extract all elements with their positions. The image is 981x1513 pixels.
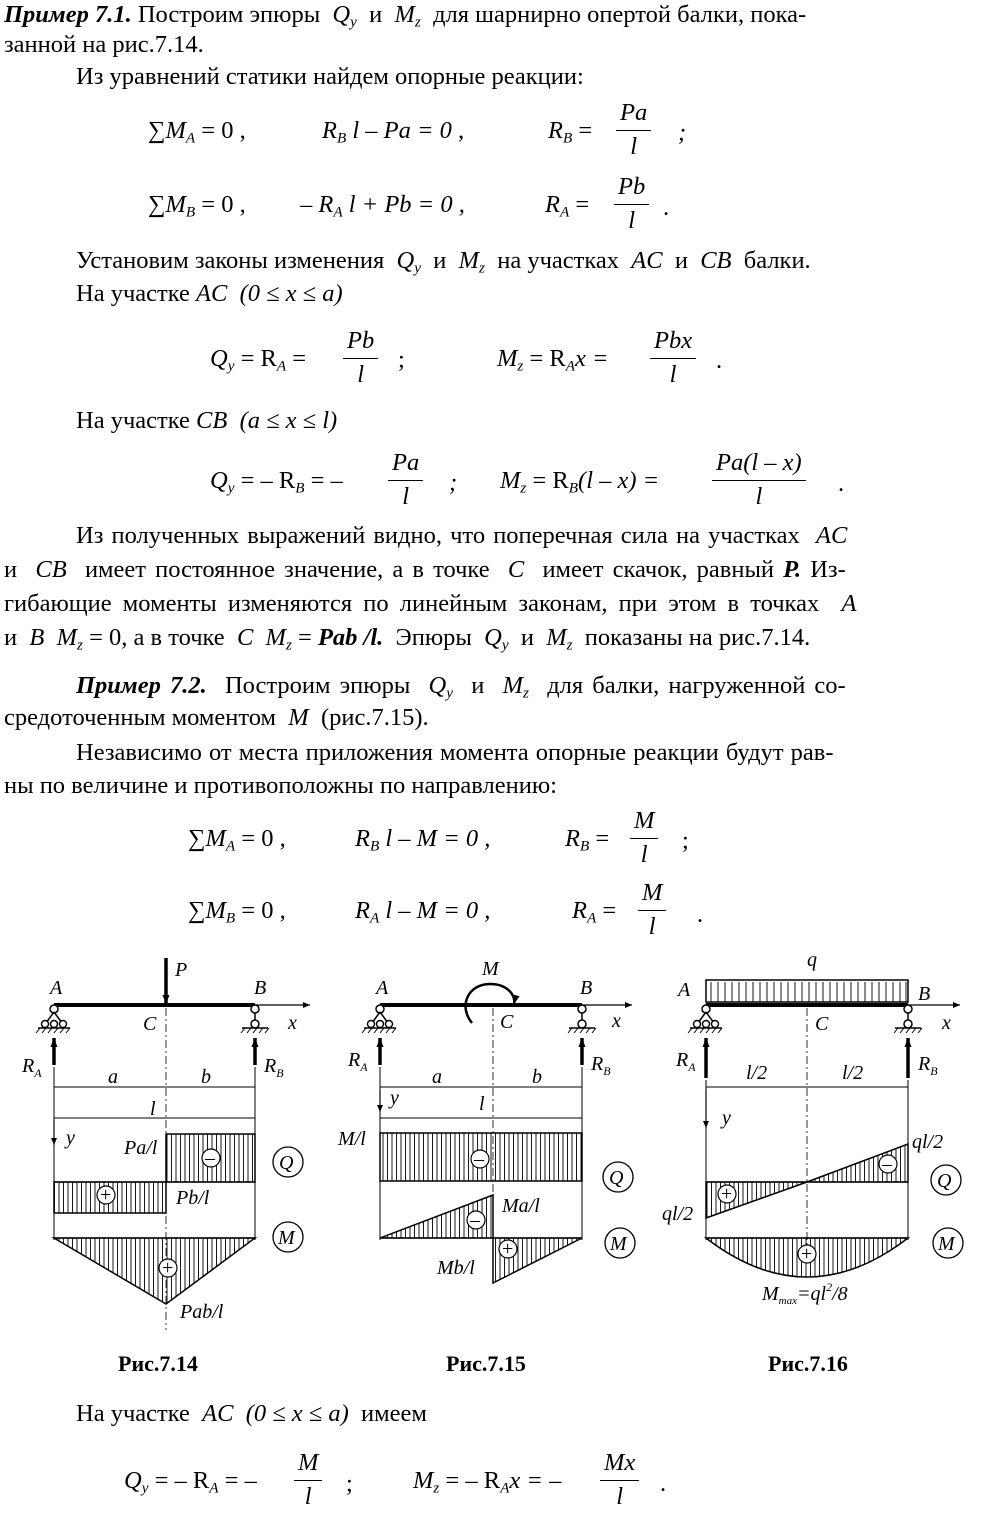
label-y: y xyxy=(390,1087,399,1109)
ex1-q-ac: $Q_y = R_A$ = xyxy=(210,345,307,375)
ex1-eq-a-res: $R_B$ = xyxy=(548,117,593,147)
label-RB xyxy=(263,1055,284,1080)
sym: y xyxy=(414,259,421,277)
plus-text-m: + xyxy=(502,1238,514,1260)
frac-den: l xyxy=(630,133,638,160)
sym: z xyxy=(414,13,421,31)
sub: z xyxy=(517,357,524,375)
ex2-after-line xyxy=(76,1399,427,1429)
sub: z xyxy=(433,1479,440,1497)
sym: M xyxy=(546,624,567,651)
ex1-eq-a-semi: ; xyxy=(678,119,687,146)
text: и xyxy=(520,624,534,651)
eq-text: = 0 , xyxy=(201,117,246,144)
distributed-load-arrows xyxy=(711,982,906,1002)
frac-den: l xyxy=(755,483,763,510)
eq-text: = – R xyxy=(154,1467,210,1494)
sym: Q xyxy=(124,1467,142,1494)
label-x: x xyxy=(288,1012,297,1034)
eq-text: = R xyxy=(532,467,569,494)
eq-text: l – M = 0 , xyxy=(379,825,491,852)
text: Установим законы изменения xyxy=(76,247,385,274)
m-label-mbl: Mb/l xyxy=(437,1257,475,1279)
eq-text: x = xyxy=(575,345,609,372)
roller-support xyxy=(568,1005,596,1033)
RA-sub: A xyxy=(688,1060,696,1074)
sym: y xyxy=(350,13,357,31)
RA: R xyxy=(348,1049,361,1071)
frac-den: l xyxy=(628,207,636,234)
frac-den: l xyxy=(669,361,677,388)
sub: z xyxy=(285,636,292,654)
ex2-eq-b-res: $R_A$ = xyxy=(572,897,617,927)
ex1-line6 xyxy=(76,406,337,436)
ex1-q-ac-semi: ; xyxy=(398,346,405,373)
text: и xyxy=(471,672,485,699)
RA-sub: A xyxy=(34,1066,42,1080)
label-A: A xyxy=(678,979,691,1001)
ex2-eq-a-frac xyxy=(630,806,658,871)
eq-text: = – R xyxy=(445,1467,501,1494)
text: для балки, нагруженной со- xyxy=(547,672,846,699)
sym: M xyxy=(500,467,521,494)
frac-den: l xyxy=(640,841,648,868)
label-RA xyxy=(347,1049,368,1074)
sym: M xyxy=(394,1,415,28)
eq-text: R xyxy=(355,897,370,924)
text: имеет скачок, равный xyxy=(542,556,775,583)
sub: B xyxy=(225,909,236,927)
sub: A xyxy=(209,1479,219,1497)
minus-text: – xyxy=(882,1153,892,1175)
frac-num: Mx xyxy=(600,1448,639,1481)
ex2-q-semi: ; xyxy=(346,1470,353,1497)
ex1-text: и xyxy=(369,1,383,28)
figures-panel xyxy=(0,940,981,1360)
ex2-eq-a xyxy=(188,824,286,854)
figure-7-16 xyxy=(662,949,963,1307)
text: гибающие моменты изменяются по линейным законам, при этом в точках xyxy=(4,590,820,617)
label-B: B xyxy=(918,983,931,1005)
frac-num: Pb xyxy=(343,326,378,359)
sub: z xyxy=(566,636,573,654)
label-C: C xyxy=(815,1013,829,1035)
text: (0 ≤ x ≤ a) xyxy=(245,1400,349,1427)
m-label-mal: Ma/l xyxy=(502,1195,540,1217)
sub: B xyxy=(579,837,590,855)
frac-num: Pbx xyxy=(650,326,696,359)
text: Из- xyxy=(810,556,846,583)
text: AC xyxy=(202,1400,234,1427)
sym: Q xyxy=(210,345,228,372)
ex1-line5 xyxy=(76,279,343,309)
text: CB xyxy=(196,407,228,434)
text: AC xyxy=(631,247,663,274)
dim-b: b xyxy=(201,1066,211,1088)
m-label-pab: Pab/l xyxy=(180,1301,224,1323)
label-RB xyxy=(590,1053,611,1078)
m-max-label xyxy=(761,1280,848,1307)
dim-l2-right: l/2 xyxy=(842,1062,864,1084)
sub: y xyxy=(227,479,235,497)
RB: R xyxy=(591,1053,604,1075)
dim-a: a xyxy=(108,1066,118,1088)
plus-text: + xyxy=(721,1183,733,1205)
dim-l: l xyxy=(150,1098,156,1120)
label-P: P xyxy=(175,959,188,981)
sub: A xyxy=(500,1479,510,1497)
sub: A xyxy=(333,203,343,221)
RB-sub: B xyxy=(603,1064,611,1078)
RB-sub: B xyxy=(276,1066,284,1080)
text: средоточенным моментом xyxy=(4,704,277,731)
ex2-eq-b-expr xyxy=(355,896,490,926)
label-M: M xyxy=(482,958,499,980)
text: На участке xyxy=(76,407,190,434)
ex2-line2 xyxy=(4,703,429,733)
text: и xyxy=(4,624,18,651)
text: C xyxy=(236,624,254,651)
eq-text: = – xyxy=(310,467,343,494)
eq-text: = – R xyxy=(240,467,296,494)
minus-text: – xyxy=(205,1147,215,1169)
text: Из полученных выражений видно, что поперечная сила на участках xyxy=(76,522,800,549)
sub: y xyxy=(446,684,453,702)
figure-7-14 xyxy=(21,958,310,1330)
frac-den: l xyxy=(402,483,410,510)
sub: z xyxy=(523,684,529,702)
pin-support xyxy=(362,1005,396,1033)
frac-den: l xyxy=(616,1483,624,1510)
q-badge-text: Q xyxy=(937,1170,952,1192)
pin-support xyxy=(36,1005,70,1033)
eq-text: R xyxy=(572,897,587,924)
dim-l2-left: l/2 xyxy=(746,1062,768,1084)
eq-text: = 0 , xyxy=(241,897,286,924)
eq-text: R xyxy=(355,825,370,852)
text: M xyxy=(288,704,309,731)
caption-7-14: Рис.7.14 xyxy=(118,1351,198,1376)
label-y: y xyxy=(66,1127,75,1149)
ex2-q xyxy=(124,1466,257,1496)
q-badge-text: Q xyxy=(609,1167,624,1189)
q-label-pb: Pb/l xyxy=(176,1187,210,1209)
eq-text: R xyxy=(548,117,563,144)
ex1-m-ac xyxy=(497,344,609,374)
RB: R xyxy=(918,1053,931,1075)
ex1-par1 xyxy=(76,521,847,551)
ex1-q-ac-frac xyxy=(343,326,378,391)
sub: y xyxy=(501,636,509,654)
RA: R xyxy=(676,1049,689,1071)
text: A xyxy=(841,590,857,617)
minus-text: – xyxy=(474,1148,484,1170)
ex2-eq-a-expr xyxy=(355,824,490,854)
ex2-eq-a-res: $R_B$ = xyxy=(565,825,610,855)
ex1-par4 xyxy=(4,623,810,653)
plus-text: + xyxy=(100,1184,112,1206)
eq-text: = R xyxy=(529,345,566,372)
label-x: x xyxy=(942,1012,951,1034)
sym: z xyxy=(479,259,485,277)
ex1-eq-b-res: $R_A$ = xyxy=(545,191,590,221)
pin-support xyxy=(688,1005,722,1033)
text: CB xyxy=(700,247,732,274)
text: B xyxy=(29,624,45,651)
text: и xyxy=(4,556,18,583)
RB-sub: B xyxy=(930,1064,938,1078)
plus-text-m: + xyxy=(801,1243,813,1265)
ex1-eq-b-dot: . xyxy=(663,194,670,221)
text: M xyxy=(265,624,286,651)
text: На участке xyxy=(76,1400,190,1427)
label-RA xyxy=(675,1049,696,1074)
label-RB xyxy=(917,1053,938,1078)
eq-text: l + Pb = 0 , xyxy=(342,191,465,218)
minus-text-m: – xyxy=(470,1209,480,1231)
m-badge-text: M xyxy=(278,1227,295,1249)
eq-text: R xyxy=(322,117,337,144)
mmax: M xyxy=(762,1283,779,1305)
m-diagram xyxy=(54,1238,255,1304)
frac-num: Pa xyxy=(388,448,423,481)
ex1-eq-a-frac xyxy=(616,98,651,163)
ex1-eq-a-expr xyxy=(322,116,464,146)
text: и xyxy=(674,247,688,274)
sub: A xyxy=(565,357,576,375)
mmax-sub: max xyxy=(778,1295,797,1307)
ex2-q-frac xyxy=(294,1448,322,1513)
text: и xyxy=(433,247,447,274)
text: показаны на рис.7.14. xyxy=(584,624,811,651)
ex1-m-ac-dot: . xyxy=(716,347,723,374)
eq-text: x = – xyxy=(509,1467,562,1494)
ex1-line1 xyxy=(4,0,806,30)
eq-text: (l – x) = xyxy=(578,467,660,494)
ex2-m xyxy=(413,1466,561,1496)
figure-7-15 xyxy=(337,958,635,1283)
m-badge-text: M xyxy=(938,1233,955,1255)
roller-support xyxy=(894,1005,922,1033)
frac-num: Pa xyxy=(616,98,651,131)
ex1-text: Построим эпюры xyxy=(131,1,321,28)
ex1-m-cb-frac xyxy=(712,448,806,513)
label-y: y xyxy=(722,1107,731,1129)
sub: B xyxy=(336,129,347,147)
sym: M xyxy=(502,672,524,699)
text: C xyxy=(507,556,525,583)
text: = 0, а в точке xyxy=(89,624,225,651)
q-badge-text: Q xyxy=(279,1152,294,1174)
frac-num: M xyxy=(294,1448,322,1481)
sub: B xyxy=(185,203,196,221)
ex1-eq-b-frac xyxy=(614,172,649,237)
sub: B xyxy=(295,479,305,497)
ex1-eq-a xyxy=(148,116,246,146)
text: P. xyxy=(783,556,802,583)
label-B: B xyxy=(580,977,593,999)
ex2-line4: ны по величине и противоположны по направлению: xyxy=(4,772,557,799)
ex1-text: для шарнирно опертой балки, пока- xyxy=(433,1,807,28)
ex1-q-cb xyxy=(210,466,343,496)
ex1-q-cb-frac xyxy=(388,448,423,513)
label-C: C xyxy=(143,1013,157,1035)
ex2-eq-b xyxy=(188,896,286,926)
ex1-m-ac-frac xyxy=(650,326,696,391)
sub: B xyxy=(568,479,579,497)
label-A: A xyxy=(376,977,389,999)
frac-den: l xyxy=(304,1483,312,1510)
mmax-end: /8 xyxy=(832,1283,848,1305)
ex2-line3: Независимо от места приложения момента опорные реакции будут рав- xyxy=(76,739,834,766)
sub: B xyxy=(369,837,380,855)
sym: Q xyxy=(210,467,228,494)
text: имеет постоянное значение, а в точке xyxy=(84,556,490,583)
text: имеем xyxy=(361,1400,427,1427)
dim-l: l xyxy=(479,1093,485,1115)
eq-sym: ∑M xyxy=(148,117,186,144)
RA: R xyxy=(22,1055,35,1077)
text: = xyxy=(298,624,312,651)
eq-sym: ∑M xyxy=(188,825,226,852)
ex2-eq-b-dot: . xyxy=(697,901,704,928)
mmax-sup: 2 xyxy=(826,1280,833,1294)
sym: Q xyxy=(396,247,415,274)
eq-text: – R xyxy=(300,191,334,218)
text: на участках xyxy=(497,247,620,274)
eq-sym: ∑M xyxy=(148,191,186,218)
text: (a ≤ x ≤ l) xyxy=(239,407,338,434)
roller-support xyxy=(241,1005,269,1033)
m-badge-text: M xyxy=(610,1233,627,1255)
ex1-eq-b-expr xyxy=(300,190,465,220)
text: Эпюры xyxy=(395,624,472,651)
q-label-pa: Pa/l xyxy=(124,1137,158,1159)
sym: Q xyxy=(484,624,502,651)
sub: A xyxy=(185,129,196,147)
frac-num: M xyxy=(630,806,658,839)
distributed-load-frame xyxy=(706,980,908,1002)
q-label-ml: M/l xyxy=(338,1128,366,1150)
ex2-title: Пример 7.2. xyxy=(76,672,207,699)
eq-sym: ∑M xyxy=(188,897,226,924)
sym: M xyxy=(458,247,480,274)
ex1-eq-b xyxy=(148,190,246,220)
caption-7-16: Рис.7.16 xyxy=(768,1351,848,1376)
eq-text: l – M = 0 , xyxy=(379,897,491,924)
dim-b: b xyxy=(532,1066,542,1088)
text: M xyxy=(56,624,78,651)
label-RA xyxy=(21,1055,42,1080)
eq-text: = 0 , xyxy=(201,191,246,218)
sym: M xyxy=(497,345,518,372)
text: AC xyxy=(816,522,848,549)
q-label-bot: ql/2 xyxy=(662,1203,694,1225)
text: балки. xyxy=(743,247,811,274)
ex1-line2: занной на рис.7.14. xyxy=(4,31,204,58)
text: (рис.7.15). xyxy=(320,704,429,731)
sym: Q xyxy=(428,672,447,699)
text: AC xyxy=(196,280,228,307)
sub: y xyxy=(141,1479,149,1497)
label-x: x xyxy=(612,1010,621,1032)
frac-num: Pb xyxy=(614,172,649,205)
caption-7-15: Рис.7.15 xyxy=(446,1351,526,1376)
eq-text: R xyxy=(545,191,560,218)
ex1-line3: Из уравнений статики найдем опорные реакции: xyxy=(76,63,584,90)
ex1-title: Пример 7.1. xyxy=(4,1,132,28)
label-C: C xyxy=(500,1011,514,1033)
text: Построим эпюры xyxy=(224,672,411,699)
sub: z xyxy=(77,636,83,654)
label-A: A xyxy=(50,977,63,999)
text: CB xyxy=(35,556,67,583)
sub: A xyxy=(276,357,287,375)
sub: y xyxy=(227,357,235,375)
sub: z xyxy=(520,479,527,497)
eq-text: l – Pa = 0 , xyxy=(346,117,465,144)
frac-den: l xyxy=(357,361,365,388)
label-q: q xyxy=(807,949,817,971)
frac-num: M xyxy=(638,878,666,911)
sub: B xyxy=(562,129,573,147)
ex2-m-frac xyxy=(600,1448,639,1513)
frac-num: Pa(l – x) xyxy=(712,448,806,481)
sub: A xyxy=(559,203,570,221)
sym: M xyxy=(413,1467,434,1494)
sub: A xyxy=(369,909,380,927)
ex1-par2 xyxy=(4,555,846,585)
ex2-m-dot: . xyxy=(660,1470,667,1497)
ex1-par3 xyxy=(4,589,856,619)
label-B: B xyxy=(254,977,267,999)
eq-text: = 0 , xyxy=(241,825,286,852)
ex1-m-cb-dot: . xyxy=(838,470,845,497)
RA-sub: A xyxy=(360,1060,368,1074)
mmax-val: =ql xyxy=(797,1283,827,1305)
RB: R xyxy=(264,1055,277,1077)
dim-a: a xyxy=(432,1066,442,1088)
ex2-eq-b-frac xyxy=(638,878,666,943)
text: (0 ≤ x ≤ a) xyxy=(239,280,343,307)
ex2-line1 xyxy=(76,671,846,701)
ex2-eq-a-semi: ; xyxy=(682,827,689,854)
q-label-top: ql/2 xyxy=(912,1131,944,1153)
eq-text: = – xyxy=(224,1467,257,1494)
text: На участке xyxy=(76,280,190,307)
sub: A xyxy=(225,837,236,855)
eq-text: R xyxy=(565,825,580,852)
eq-text: = R xyxy=(240,345,277,372)
sub: A xyxy=(586,909,597,927)
text: Pab /l. xyxy=(317,624,384,651)
frac-den: l xyxy=(648,913,656,940)
ex1-q-cb-semi: ; xyxy=(449,469,458,496)
plus-text-m: + xyxy=(162,1257,174,1279)
ex1-m-cb xyxy=(500,466,659,496)
ex1-line4 xyxy=(76,246,811,276)
sym: Q xyxy=(332,1,351,28)
